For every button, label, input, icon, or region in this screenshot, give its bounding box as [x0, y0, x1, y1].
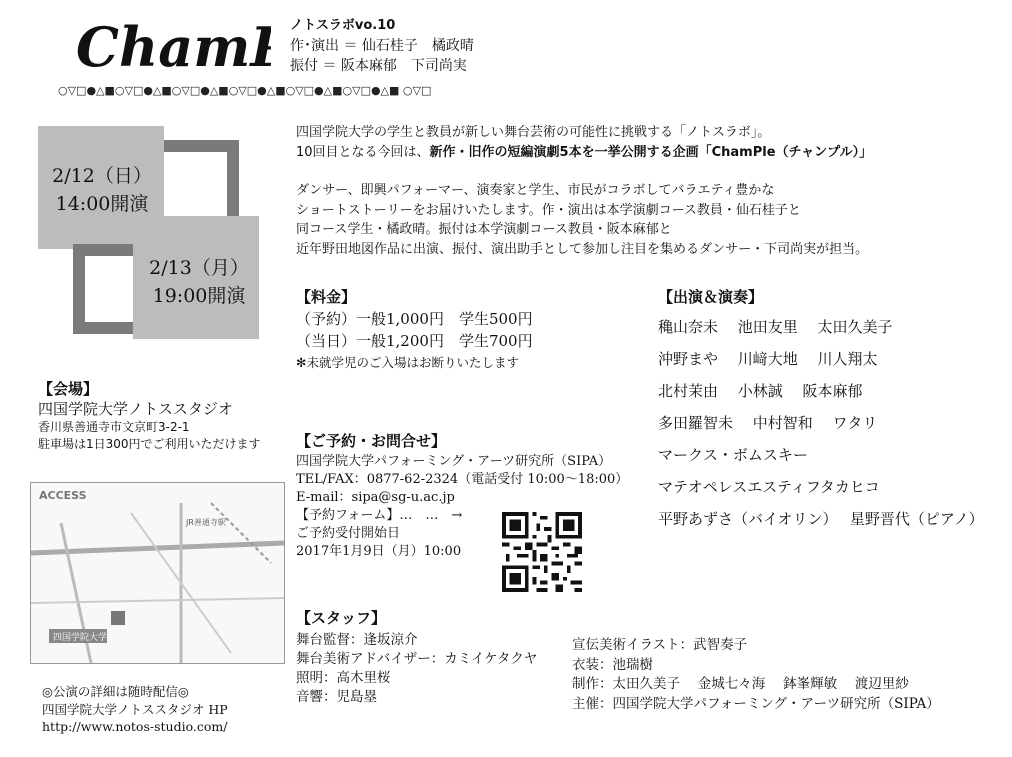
date-label: 2/13（月） — [149, 257, 249, 279]
intro-line-emphasis: 新作・旧作の短編演劇5本を一挙公開する企画「ChamPle（チャンプル）」 — [429, 144, 873, 160]
credit-row: 制作：太田久美子 金城七々海 鉢峯輝敏 渡辺里紗 — [572, 676, 909, 692]
contact-email[interactable]: E-mail：sipa@sg-u.ac.jp — [296, 490, 455, 505]
website-link[interactable]: http://www.notos-studio.com/ — [42, 719, 228, 734]
intro-line: ショートストーリーをお届けいたします。作・演出は本学演劇コース教員・仙石桂子と — [296, 202, 801, 218]
credits-section — [572, 636, 940, 714]
footer-line: 四国学院大学ノトススタジオ HP — [42, 701, 228, 717]
venue-parking: 駐車場は1日300円でご利用いただけます — [38, 437, 261, 451]
intro-text — [296, 123, 872, 259]
credit-row: 衣装：池瑞樹 — [572, 656, 653, 673]
map-university-label: 四国学院大学 — [53, 633, 108, 643]
intro-line: ダンサー、即興パフォーマー、演奏家と学生、市民がコラボしてバラエティ豊かな — [296, 183, 775, 198]
map-station-label: JR善通寺駅 — [186, 518, 226, 527]
performance-date-1 — [46, 162, 158, 218]
time-label: 19:00開演 — [152, 285, 246, 307]
map-drawing — [31, 483, 284, 663]
cast-row: マークス・ボムスキー — [658, 446, 808, 464]
staff-section — [296, 609, 537, 707]
reservation-start-date: 2017年1月9日（月）10:00 — [296, 544, 462, 559]
footer-line: ◎公演の詳細は随時配信◎ — [42, 684, 189, 699]
qr-code-graphic — [502, 512, 582, 592]
staff-row: 舞台監督：逢坂涼介 — [296, 632, 418, 648]
header — [290, 16, 474, 76]
logo-text: Cham — [76, 15, 251, 79]
performance-date-2 — [140, 254, 258, 310]
intro-line — [296, 143, 872, 163]
footer-info — [42, 683, 228, 736]
intro-line: 近年野田地図作品に出演、振付、演出助手として参加し注目を集めるダンサー・下司尚実が担当。 — [296, 241, 869, 257]
staff-row: 音響：児島塁 — [296, 689, 377, 705]
reservation-form-link[interactable]: 【予約フォーム】… … → — [296, 508, 463, 523]
cast-row: 沖野まや 川﨑大地 川人翔太 — [658, 350, 878, 368]
contact-tel: TEL/FAX：0877-62-2324（電話受付 10:00〜18:00） — [296, 472, 629, 487]
chample-logo — [76, 14, 271, 80]
series-title: ノトスラボvo.10 — [290, 18, 396, 33]
direction-credit: 作･演出 ＝ 仙石桂子 橘政晴 — [290, 38, 474, 54]
fee-section — [296, 286, 533, 374]
fee-door: （当日）一般1,200円 学生700円 — [296, 332, 533, 350]
fee-note: ✻未就学児のご入場はお断りいたします — [296, 355, 519, 370]
venue-heading: 【会場】 — [38, 380, 99, 398]
cast-heading: 【出演＆演奏】 — [658, 288, 764, 306]
contact-heading: 【ご予約・お問合せ】 — [296, 432, 447, 450]
credit-row: 主催：四国学院大学パフォーミング・アーツ研究所（SIPA） — [572, 695, 940, 712]
fee-heading: 【料金】 — [296, 288, 357, 306]
qr-code-icon[interactable] — [502, 512, 582, 592]
venue-name: 四国学院大学ノトススタジオ — [38, 400, 233, 418]
map-title: ACCESS — [39, 489, 87, 502]
logo-art — [76, 14, 271, 80]
cast-row: 平野あずさ（バイオリン） 星野晋代（ピアノ） — [658, 510, 984, 528]
staff-row: 照明：高木里桜 — [296, 670, 391, 686]
cast-row: マテオペレスエスティフタカヒコ — [658, 478, 880, 496]
credit-row: 宣伝美術イラスト：武智奏子 — [572, 637, 748, 653]
cast-section — [658, 287, 984, 535]
cast-row: 多田羅智未 中村智和 ワタリ — [658, 414, 878, 432]
cast-row: 北村茉由 小林誠 阪本麻郁 — [658, 382, 863, 400]
choreography-credit: 振付 ＝ 阪本麻郁 下司尚実 — [290, 58, 467, 74]
intro-line: 四国学院大学の学生と教員が新しい舞台芸術の可能性に挑戦する「ノトスラボ」。 — [296, 125, 771, 140]
contact-org: 四国学院大学パフォーミング・アーツ研究所（SIPA） — [296, 454, 612, 469]
fee-advance: （予約）一般1,000円 学生500円 — [296, 310, 533, 328]
intro-line-part: 10回目となる今回は、 — [296, 144, 430, 160]
venue-section — [38, 379, 261, 453]
intro-line: 同コース学生・橘政晴。振付は本学演劇コース教員・阪本麻郁と — [296, 222, 672, 237]
staff-heading: 【スタッフ】 — [296, 609, 387, 627]
time-label: 14:00開演 — [55, 193, 149, 215]
cast-row: 穐山奈未 池田友里 太田久美子 — [658, 318, 893, 336]
staff-row: 舞台美術アドバイザー：カミイケタクヤ — [296, 651, 538, 667]
venue-address: 香川県善通寺市文京町3-2-1 — [38, 420, 190, 434]
decorative-shape-row: ○▽□●△■○▽□●△■○▽□●△■○▽□●△■○▽□●△■○▽□●△■ ○▽□ — [58, 84, 432, 97]
date-label: 2/12（日） — [52, 165, 152, 187]
access-map — [30, 482, 285, 664]
reservation-start-label: ご予約受付開始日 — [296, 526, 401, 541]
